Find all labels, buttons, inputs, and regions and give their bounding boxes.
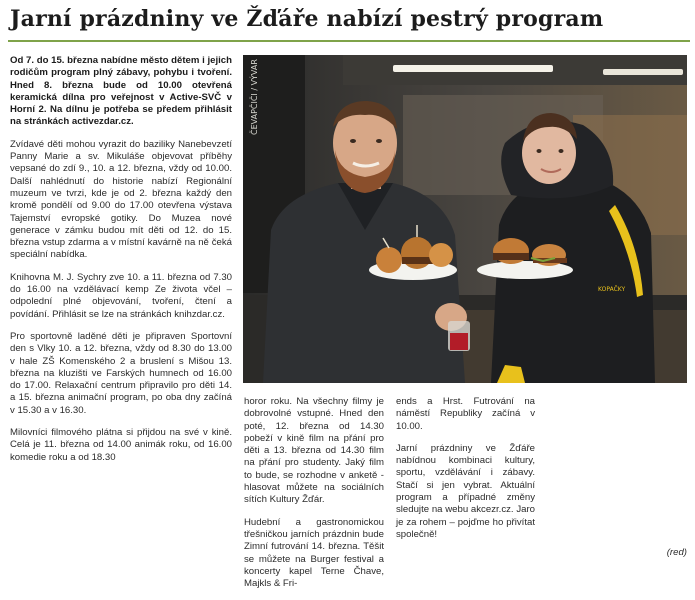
paragraph: Zvídavé děti mohou vyrazit do baziliky Nanebevzetí Panny Marie a sv. Mikuláše objevovat příběhy vepsané do zdí 9., 10. a 12. března, vždy od 10.00. Další nahlédnutí do historie nabízí Regionální muzeum ve tvrzi, kde je od 2. března každý den kromě pondělí od 9.00 do 17.00 otevřena výstava Tajemství evropské gotiky. Do Muzea nové generace v zámku budou mít děti od 12. do 15. března vstup zdarma a v místní kavárně na ně čeká speciální nabídka. (10, 138, 232, 261)
paragraph: Jarní prázdniny ve Žďáře nabídnou kombinaci kultury, sportu, vzdělávání i zábavy. Stačí si jen vybrat. Aktuální program a případné změny sledujte na webu akcezr.cz. Jaro je za rohem – pojďme ho přivítat společně! (396, 442, 535, 540)
paragraph: Knihovna M. J. Sychry zve 10. a 11. března od 7.30 do 16.00 na vzdělávací kemp Ze života včel – odpolední plné objevování, tvoření, čtení a povídání. Přihlásit se lze na stránkách knihzdar.cz. (10, 271, 232, 320)
lead-paragraph: Od 7. do 15. března nabídne město dětem i jejich rodičům program plný zábavy, pohybu i tvoření. Hned 8. března bude od 10.00 otevřená keramická dílna pro veřejnost v Active-SVČ v Horní 2. Na dílnu je potřeba se předem přihlásit na stránkách activezdar.cz. (10, 55, 232, 128)
article-column-2 (244, 396, 384, 600)
paragraph: Milovníci filmového plátna si přijdou na své v kině. Celá je 11. března od 14.00 animák roku, od 16.00 komedie roku a od 18.30 (10, 427, 232, 463)
menu-sign-text: ČEVAPČIČI / VÝVAR (250, 59, 259, 135)
photo (243, 55, 687, 383)
credit: (red) (666, 547, 687, 558)
article-column-3 (396, 396, 535, 551)
headline: Jarní prázdniny ve Žďáře nabízí pestrý program (10, 6, 604, 32)
paragraph: Pro sportovně laděné děti je připraven Sportovní den s Vlky 10. a 12. března, vždy od 8.30 do 13.00 v hale ZŠ Komenského 2 a bruslení s Mišou 13. března na kluzišti ve Farských humnech od 16.00 do 17.00. Relaxační centrum připravilo pro děti 14. a 15. března animační program, po oba dny začíná v 15.30 a v 16.30. (10, 330, 232, 416)
article-column-1 (10, 55, 232, 474)
paragraph: Hudební a gastronomickou třešničkou jarních prázdnin bude Zimní futrování 14. března. Těšit se můžete na Burger festival a koncerty kapel Terne Čhave, Majkls & Fri- (244, 516, 384, 590)
hoodie-text: KOPAČKY (598, 286, 626, 293)
paragraph: ends a Hrst. Futrování na náměstí Republiky začíná v 10.00. (396, 396, 535, 432)
paragraph: horor roku. Na všechny filmy je dobrovolné vstupné. Hned den poté, 12. března od 14.30 pobeží v kině film na přání pro děti a 13. března od 14.30 film na přání pro studenty. Jaký film to bude, se rozhodne v anketě - hlasovat můžete na sociálních sítích Kultury Žďár. (244, 396, 384, 506)
photo-illustration (243, 55, 687, 383)
headline-rule (8, 40, 690, 42)
